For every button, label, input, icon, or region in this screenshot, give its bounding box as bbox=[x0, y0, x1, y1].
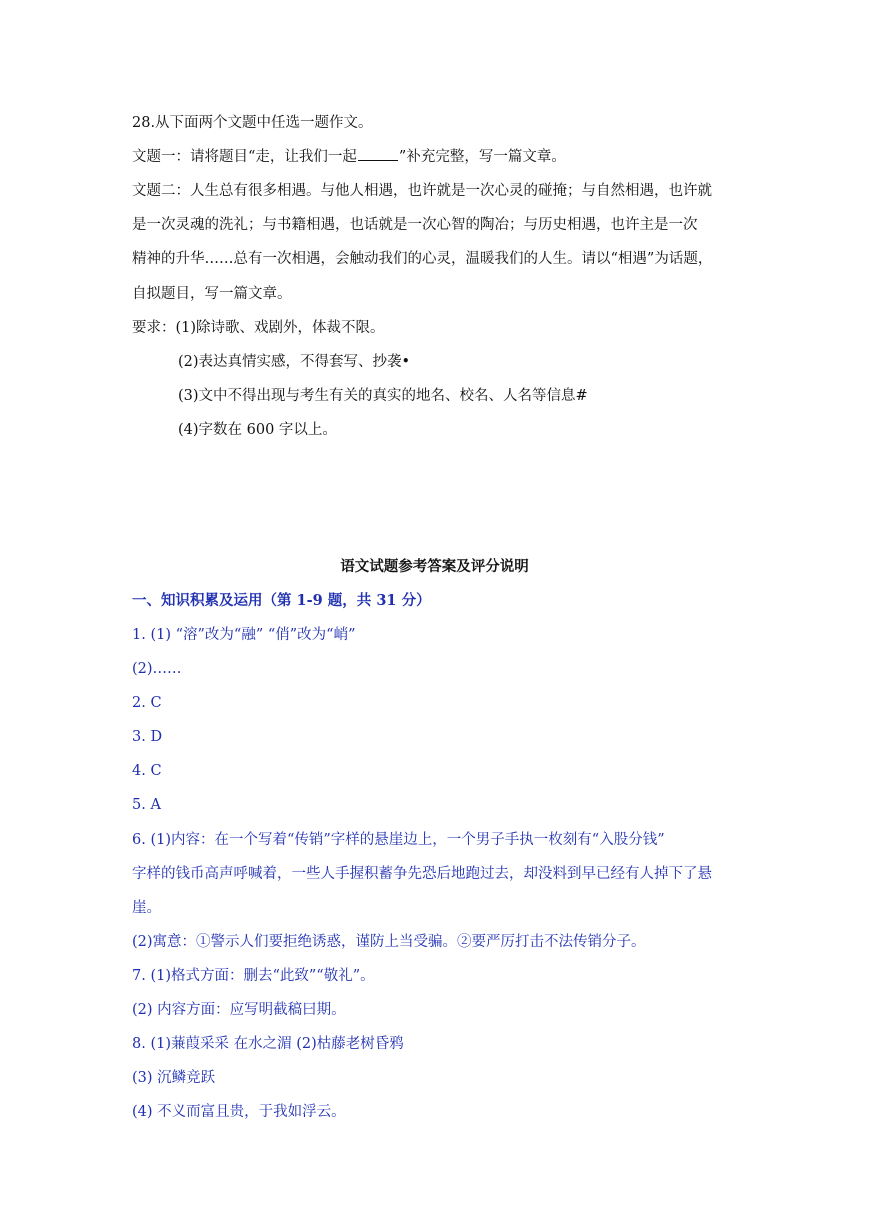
topic-1 bbox=[132, 147, 566, 167]
answer-line: 6. (1)内容：在一个写着“传销”字样的悬崖边上，一个男子手执一枚刻有“入股分钱” bbox=[132, 832, 665, 848]
answer-line: (2)寓意：①警示人们要拒绝诱惑，谨防上当受骗。②要严厉打击不法传销分子。 bbox=[132, 934, 646, 950]
answer-line: 8. (1)蒹葭采采 在水之湄 (2)枯藤老树昏鸦 bbox=[132, 1036, 404, 1052]
answer-line: (4) 不义而富且贵，于我如浮云。 bbox=[132, 1104, 346, 1120]
requirement-1: 要求：(1)除诗歌、戏剧外，体裁不限。 bbox=[132, 320, 385, 336]
topic-2-line-4: 自拟题目，写一篇文章。 bbox=[132, 286, 292, 302]
answer-line: (2)…… bbox=[132, 661, 182, 677]
topic-2-line-2: 是一次灵魂的洗礼；与书籍相遇，也话就是一次心智的陶冶；与历史相遇，也许主是一次 bbox=[132, 217, 698, 233]
answer-line: 4. C bbox=[132, 763, 162, 779]
answer-line: 3. D bbox=[132, 729, 163, 745]
topic-2-line-3: 精神的升华……总有一次相遇，会触动我们的心灵，温暖我们的人生。请以“相遇”为话题， bbox=[132, 251, 713, 267]
fill-in-blank-line bbox=[358, 148, 398, 161]
answer-line: 字样的钱币高声呼喊着，一些人手握积蓄争先恐后地跑过去，却没料到早已经有人掉下了悬 bbox=[132, 866, 712, 882]
answer-line: 崖。 bbox=[132, 900, 161, 916]
answer-line: 7. (1)格式方面：删去“此致”“敬礼”。 bbox=[132, 968, 375, 984]
topic-1-text-after: ”补充完整，写一篇文章。 bbox=[398, 149, 566, 165]
answer-line: 5. A bbox=[132, 797, 161, 813]
question-28-prompt: 28.从下面两个文题中任选一题作文。 bbox=[132, 115, 373, 131]
answer-line: 1. (1) “溶”改为“融” “俏”改为“峭” bbox=[132, 627, 356, 643]
requirement-3: (3)文中不得出现与考生有关的真实的地名、校名、人名等信息# bbox=[178, 388, 588, 404]
answer-line: (3) 沉鳞竞跃 bbox=[132, 1070, 216, 1086]
answer-line: (2) 内容方面：应写明截稿曰期。 bbox=[132, 1002, 346, 1018]
section-1-heading: 一、知识积累及运用（第 1-9 题，共 31 分） bbox=[132, 592, 431, 609]
topic-2-line-1: 文题二：人生总有很多相遇。与他人相遇，也许就是一次心灵的碰掩；与自然相遇，也许就 bbox=[132, 183, 712, 199]
requirement-4: (4)字数在 600 字以上。 bbox=[178, 422, 337, 438]
requirement-2: (2)表达真情实感，不得套写、抄袭• bbox=[178, 354, 411, 370]
topic-1-text-before: 文题一：请将题目“走，让我们一起 bbox=[132, 149, 357, 165]
answer-key-title: 语文试题参考答案及评分说明 bbox=[340, 558, 529, 575]
answer-line: 2. C bbox=[132, 695, 162, 711]
